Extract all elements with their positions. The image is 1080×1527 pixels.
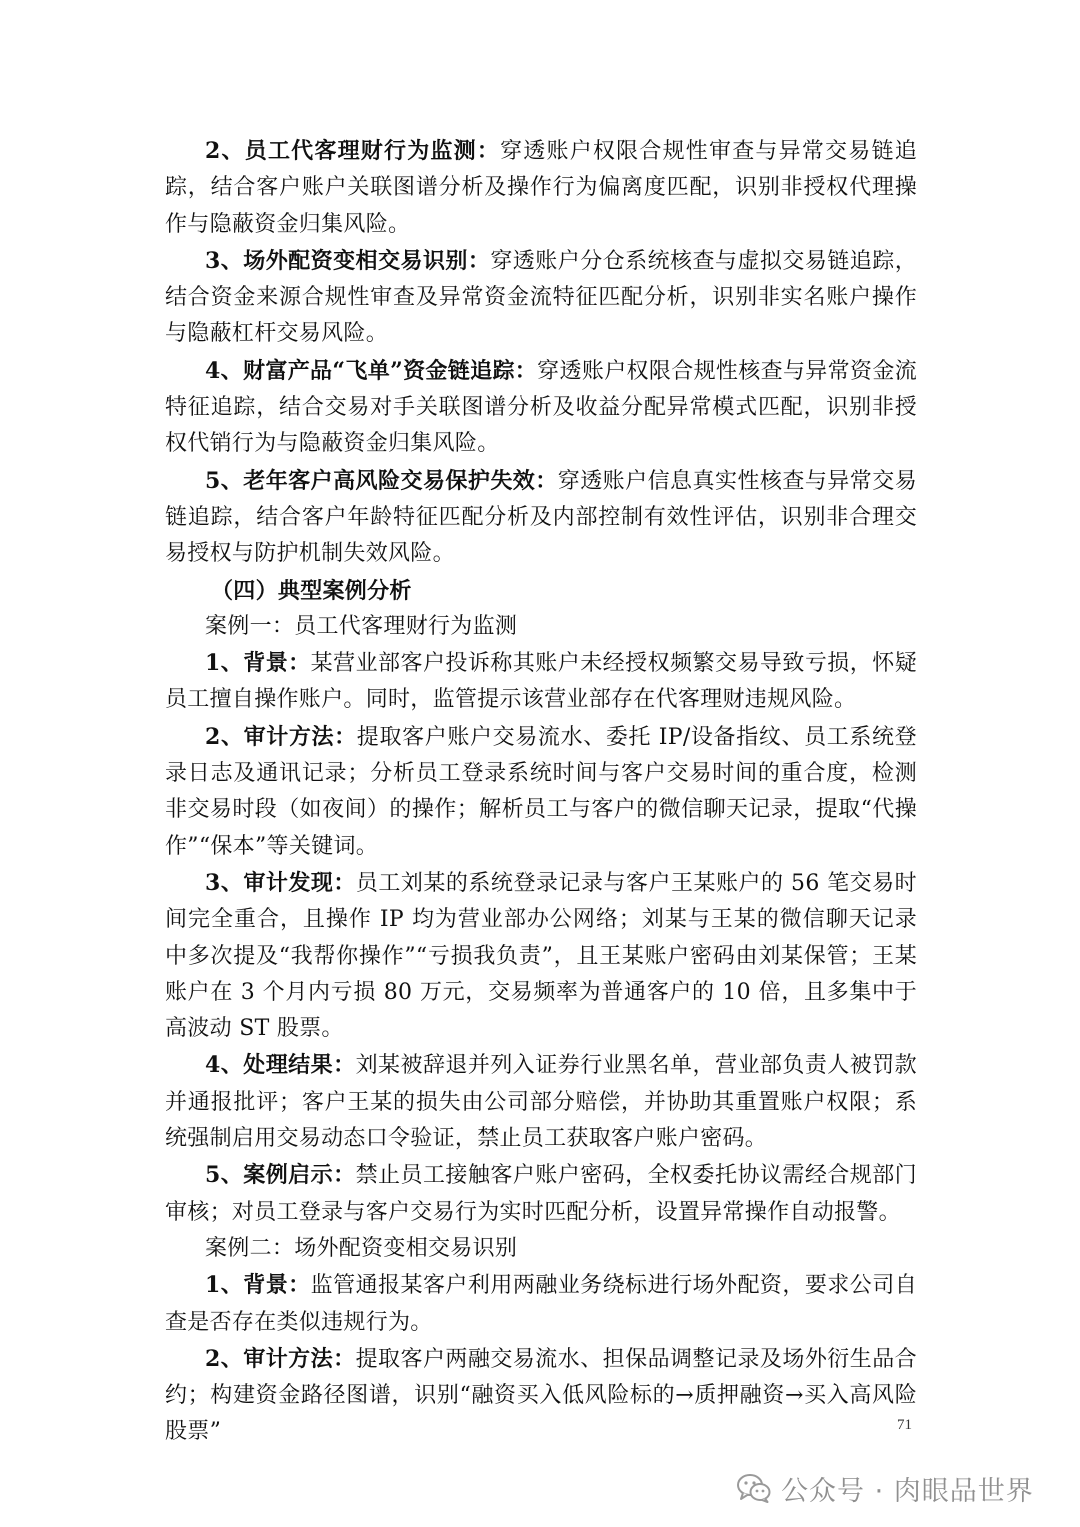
paragraph-lead: 1、背景： (205, 650, 311, 677)
paragraph-text: 员工刘某的系统登录记录与客户王某账户的 56 笔交易时间完全重合，且操作 IP 均为营业部办公网络；刘某与王某的微信聊天记录中多次提及“我帮你操作”“亏损我负责”，且王某账户密码由刘某保管；王某账户在 3 个月内亏损 80 万元，交易频率为普通客户的 10 倍，且多集中于高波动 ST 股票。 (165, 870, 917, 1042)
paragraph-text: 刘某被辞退并列入证券行业黑名单，营业部负责人被罚款并通报批评；客户王某的损失由公司部分赔偿，并协助其重置账户权限；系统强制启用交易动态口令验证，禁止员工获取客户账户密码。 (165, 1053, 917, 1152)
paragraph-text: 提取客户两融交易流水、担保品调整记录及场外衍生品合约；构建资金路径图谱，识别“融资买入低风险标的→质押融资→买入高风险股票” (165, 1346, 917, 1445)
watermark (737, 1468, 1034, 1508)
page-number: 71 (897, 1417, 912, 1433)
paragraph-risk-5 (165, 463, 917, 573)
paragraph-text: 穿透账户信息真实性核查与异常交易链追踪，结合客户年龄特征匹配分析及内部控制有效性评估，识别非合理交易授权与防护机制失效风险。 (165, 468, 917, 567)
paragraph-risk-3 (165, 243, 917, 353)
paragraph-lead: 2、员工代客理财行为监测： (205, 138, 501, 164)
paragraph-risk-2 (165, 133, 917, 243)
paragraph-text: 提取客户账户交易流水、委托 IP/设备指纹、员工系统登录日志及通讯记录；分析员工登录系统时间与客户交易时间的重合度，检测非交易时段（如夜间）的操作；解析员工与客户的微信聊天记录，提取“代操作”“保本”等关键词。 (165, 724, 917, 859)
case2-background (165, 1267, 917, 1341)
paragraph-lead: 4、财富产品“飞单”资金链追踪： (205, 357, 538, 384)
page-body (165, 133, 917, 1451)
paragraph-text: 禁止员工接触客户账户密码，全权委托协议需经合规部门审核；对员工登录与客户交易行为实时匹配分析，设置异常操作自动报警。 (165, 1163, 917, 1225)
paragraph-lead: 3、场外配资变相交易识别： (205, 247, 491, 274)
paragraph-lead: 4、处理结果： (205, 1052, 356, 1079)
paragraph-text: 监管通报某客户利用两融业务绕标进行场外配资，要求公司自查是否存在类似违规行为。 (165, 1273, 918, 1335)
paragraph-lead: 5、老年客户高风险交易保护失效： (205, 467, 558, 494)
case1-background (165, 645, 917, 719)
case2-title: 案例二：场外配资变相交易识别 (205, 1235, 518, 1261)
case1-audit-findings (165, 865, 917, 1047)
watermark-text: 公众号 · 肉眼品世界 (781, 1475, 1034, 1507)
case1-audit-method (165, 719, 917, 865)
case1-title: 案例一：员工代客理财行为监测 (205, 613, 518, 639)
case2-audit-method (165, 1341, 917, 1451)
paragraph-text: 穿透账户权限合规性审查与异常交易链追踪，结合客户账户关联图谱分析及操作行为偏离度匹配，识别非授权代理操作与隐蔽资金归集风险。 (165, 139, 917, 237)
paragraph-lead: 2、审计方法： (205, 1345, 356, 1372)
paragraph-lead: 5、案例启示： (205, 1162, 356, 1189)
paragraph-lead: 2、审计方法： (205, 723, 357, 750)
case1-lessons (165, 1157, 917, 1231)
case1-outcome (165, 1047, 917, 1157)
paragraph-lead: 3、审计发现： (205, 869, 356, 896)
paragraph-text: 某营业部客户投诉称其账户未经授权频繁交易导致亏损，怀疑员工擅自操作账户。同时，监管提示该营业部存在代客理财违规风险。 (165, 651, 918, 713)
paragraph-lead: 1、背景： (205, 1272, 311, 1299)
paragraph-risk-4 (165, 353, 917, 463)
paragraph-text: 穿透账户分仓系统核查与虚拟交易链追踪，结合资金来源合规性审查及异常资金流特征匹配分析，识别非实名账户操作与隐蔽杠杆交易风险。 (165, 248, 917, 347)
wechat-icon (737, 1473, 771, 1503)
paragraph-text: 穿透账户权限合规性核查与异常资金流特征追踪，结合交易对手关联图谱分析及收益分配异常模式匹配，识别非授权代销行为与隐蔽资金归集风险。 (165, 358, 917, 457)
section-heading: （四）典型案例分析 (211, 577, 412, 604)
